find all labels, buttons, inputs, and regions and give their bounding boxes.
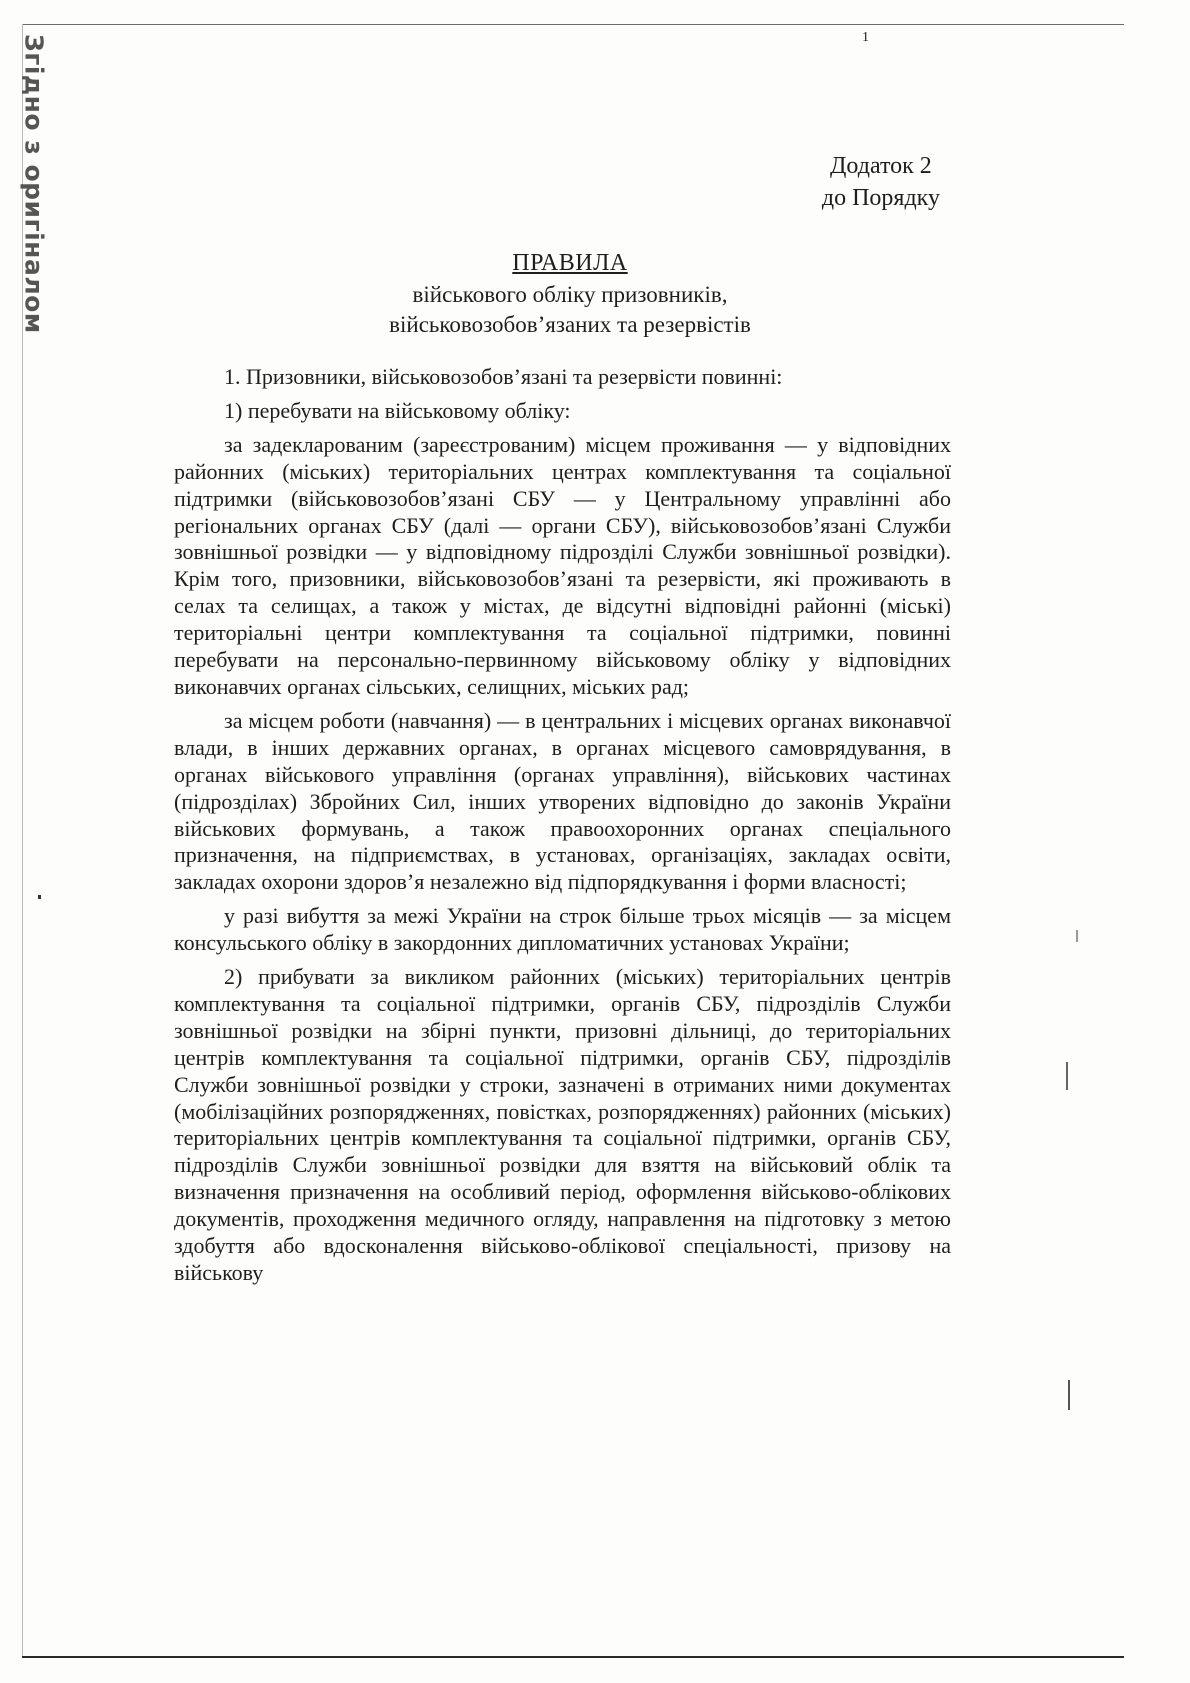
appendix-reference: до Порядку [821, 185, 940, 211]
paragraph-abroad: у разі вибуття за межі України на строк більше трьох місяців — за місцем консульського обліку в закордонних дипломатичних установах України; [174, 903, 951, 956]
paragraph-workplace: за місцем роботи (навчання) — в центральних і місцевих органах виконавчої влади, в інших державних органах, в органах місцевого самоврядування, в органах військового управління (органах управління), військових частинах (підрозділах) Збройних Сил, інших утворених відповідно до законів України військових формувань, а також правоохоронних органах спеціального призначення, на підприємствах, в установах, організаціях, закладах освіти, закладах охорони здоров’я незалежно від підпорядкування і форми власності; [174, 707, 951, 895]
paragraph-clause-1: 1. Призовники, військовозобов’язані та резервісти повинні: [224, 364, 783, 389]
paragraph-item-1: 1) перебувати на військовому обліку: [224, 397, 571, 423]
scan-border-top [22, 24, 1124, 25]
document-body [174, 364, 951, 1287]
paragraph-item-2: 2) прибувати за викликом районних (міських) територіальних центрів комплектування та соціальної підтримки, органів СБУ, підрозділів Служби зовнішньої розвідки на збірні пункти, призовні дільниці, до територіальних центрів комплектування та соціальної підтримки, органів СБУ, підрозділів Служби зовнішньої розвідки у строки, зазначені в отриманих ними документах (мобілізаційних розпорядженнях, повістках, розпорядженнях) районних (міських) територіальних центрів комплектування та соціальної підтримки, органів СБУ, підрозділів Служби зовнішньої розвідки для взяття на військовий облік та визначення призначення на особливий період, оформлення військово-облікових документів, проходження медичного огляду, направлення на підготовку з метою здобуття або вдосконалення військово-облікової спеціальності, призову на військову [174, 964, 951, 1285]
certification-stamp [14, 34, 54, 334]
appendix-number: Додаток 2 [830, 153, 932, 179]
document-title: ПРАВИЛА [512, 250, 628, 276]
scan-border-bottom [22, 1656, 1124, 1658]
paragraph-residence: за задекларованим (зареєстрованим) місцем проживання — у відповідних районних (міських) територіальних центрах комплектування та соціальної підтримки (військовозобов’язані СБУ — у Центральному управлінні або регіональних органах СБУ (далі — органи СБУ), військовозобов’язані Служби зовнішньої розвідки — у відповідному підрозділі Служби зовнішньої розвідки). Крім того, призовники, військовозобов’язані та резервісти, які проживають в селах та селищах, а також у містах, де відсутні відповідні районні (міські) територіальні центри комплектування та соціальної підтримки, повинні перебувати на персонально-первинному військовому обліку у відповідних виконавчих органах сільських, селищних, міських рад; [174, 431, 951, 699]
page-mark: 1 [862, 30, 869, 45]
appendix-label [822, 150, 940, 214]
scan-speck [38, 895, 41, 899]
stamp-text: Згідно з оригіналом [19, 34, 49, 334]
document-subtitle-line-1: військового обліку призовників, [412, 282, 728, 307]
scan-speck [1076, 930, 1078, 942]
scan-speck [1068, 1380, 1070, 1410]
document-title-block [190, 246, 950, 340]
document-subtitle-line-2: військовозобов’язаних та резервістів [389, 312, 751, 337]
scan-speck [1066, 1062, 1068, 1090]
